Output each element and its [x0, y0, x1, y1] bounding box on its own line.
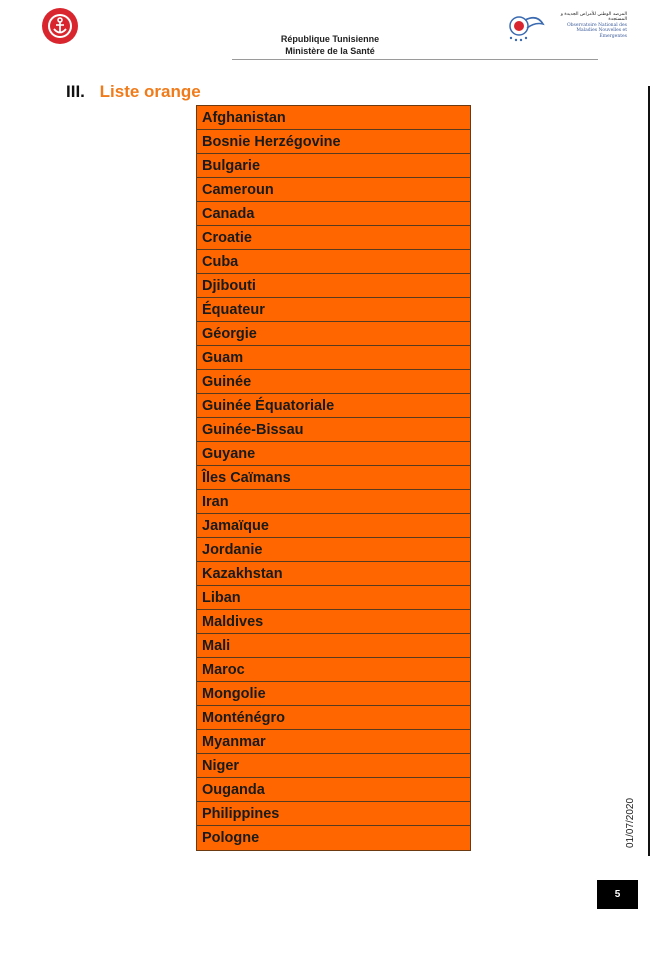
document-date: 01/07/2020 [625, 797, 636, 848]
country-row: Mongolie [197, 682, 470, 706]
country-row: Bulgarie [197, 154, 470, 178]
country-row: Îles Caïmans [197, 466, 470, 490]
observatory-arabic-name: المرصد الوطني للأمراض الجديدة و المستجدة [560, 12, 627, 23]
ministry-label: Ministère de la Santé [285, 46, 375, 56]
country-row: Maroc [197, 658, 470, 682]
anchor-icon [47, 13, 73, 39]
header-divider [232, 59, 598, 60]
country-row: Monténégro [197, 706, 470, 730]
country-row: Jamaïque [197, 514, 470, 538]
country-row: Iran [197, 490, 470, 514]
red-crescent-logo [42, 8, 78, 44]
country-row: Maldives [197, 610, 470, 634]
country-row: Myanmar [197, 730, 470, 754]
country-row: Cuba [197, 250, 470, 274]
country-row: Croatie [197, 226, 470, 250]
country-row: Guinée-Bissau [197, 418, 470, 442]
observatory-logo [505, 10, 625, 46]
country-row: Philippines [197, 802, 470, 826]
observatory-emblem-icon [505, 10, 545, 44]
side-rule [648, 86, 650, 856]
country-row: Pologne [202, 830, 260, 846]
country-row: Canada [197, 202, 470, 226]
section-title: Liste orange [99, 82, 201, 101]
observatory-french-name: Observatoire National des Maladies Nouvelles et Émergentes [566, 22, 627, 39]
country-row: Guam [197, 346, 470, 370]
section-number: III. [66, 82, 85, 101]
header-title-block [230, 33, 430, 57]
country-row: Géorgie [197, 322, 470, 346]
country-row: Jordanie [197, 538, 470, 562]
country-row: Kazakhstan [197, 562, 470, 586]
country-row: Guyane [197, 442, 470, 466]
country-row: Bosnie Herzégovine [197, 130, 470, 154]
country-row: Djibouti [197, 274, 470, 298]
country-row: Niger [197, 754, 470, 778]
republic-label: République Tunisienne [280, 34, 380, 44]
country-row: Mali [197, 634, 470, 658]
country-row: Liban [197, 586, 470, 610]
country-row: Ouganda [197, 778, 470, 802]
country-row: Guinée [197, 370, 470, 394]
orange-list-table [196, 105, 471, 851]
country-row: Équateur [197, 298, 470, 322]
page-number-badge: 5 [597, 880, 638, 909]
section-heading [66, 82, 201, 102]
country-row: Afghanistan [197, 106, 470, 130]
country-row: Cameroun [197, 178, 470, 202]
country-row: Guinée Équatoriale [197, 394, 470, 418]
